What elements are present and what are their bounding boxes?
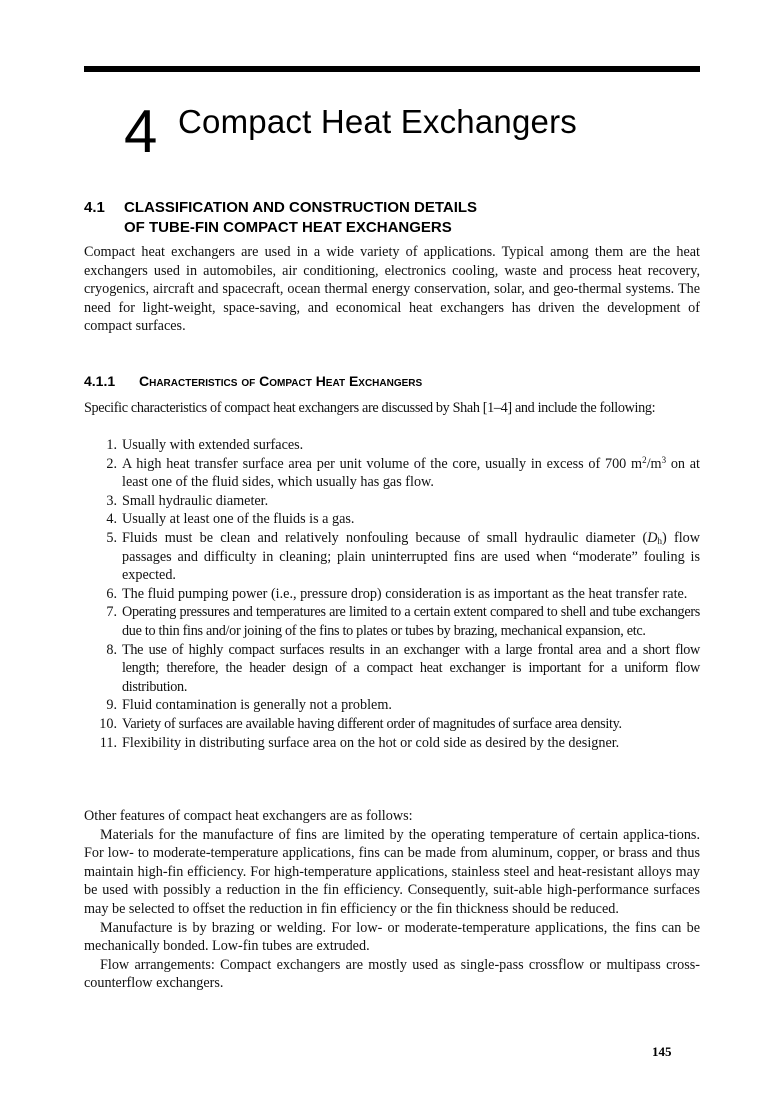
other-features [84,807,700,993]
section-title-line2: OF TUBE-FIN COMPACT HEAT EXCHANGERS [124,219,452,236]
characteristics-intro: Specific characteristics of compact heat exchangers are discussed by Shah [1–4] and include the following: [84,400,656,416]
characteristics-list [84,436,700,752]
page-number: 145 [652,1044,672,1059]
list-item: 4. Usually at least one of the fluids is a gas. [106,511,355,528]
paragraph-flow-arrangements: Flow arrangements: Compact exchangers are mostly used as single-pass crossflow or multipass cross-counterflow exchangers. [84,956,700,992]
list-item: 7. Operating pressures and temperatures are limited to a certain extent compared to shell and tube exchangers due to thin fins and/or joining of the fins to plates or tubes by brazing, mechanical expansion, etc. [106,604,700,639]
paragraph-manufacture: Manufacture is by brazing or welding. For low- or moderate-temperature applications, the fins can be mechanically bonded. Low-fin tubes are extruded. [84,919,700,955]
list-item: 9. Fluid contamination is generally not a problem. [106,697,392,714]
subsection-number: 4.1.1 [84,373,116,389]
list-item: 1. Usually with extended surfaces. [106,437,304,453]
chapter-top-rule [84,66,700,72]
section-title [124,198,604,238]
list-item: 8. The use of highly compact surfaces results in an exchanger with a large frontal area and a short flow length; therefore, the header design of a compact heat exchanger is important for a uniform flow distribution. [106,641,700,695]
paragraph-materials: Materials for the manufacture of fins are limited by the operating temperature of certain applica-tions. For low- to moderate-temperature applications, fins can be made from aluminum, copper, or brass and thus maintain high-fin efficiency. For high-temperature applications, stainless steel and heat-resistant alloys may be used with possibly a reduction in the fin efficiency. Consequently, suit-able high-performance surfaces may be selected to offset the reduction in fin efficiency or the fin thickness should be reduced. [84,826,700,917]
subsection-title: Characteristics of Compact Heat Exchangers [139,373,423,389]
list-item: 10. Variety of surfaces are available having different order of magnitudes of surface area density. [99,715,622,732]
intro-paragraph: Compact heat exchangers are used in a wide variety of applications. Typical among them are the heat exchangers used in automobiles, air conditioning, electronics cooling, waste and process heat recovery, cryogenics, aircraft and spacecraft, ocean thermal energy conservation, solar, and geo-thermal systems. The need for light-weight, space-saving, and economical heat exchangers has driven the development of compact surfaces. [84,244,700,335]
other-features-intro: Other features of compact heat exchangers are as follows: [84,808,413,824]
list-item: 6. The fluid pumping power (i.e., pressure drop) consideration is as important as the heat transfer rate. [106,585,688,602]
list-item: 11. Flexibility in distributing surface area on the hot or cold side as desired by the designer. [99,734,620,751]
list-item: 5. Fluids must be clean and relatively nonfouling because of small hydraulic diameter $(D_h)$ flow passages and difficulty in cleaning; plain uninterrupted fins are used when “moderate” fouling is expected. [106,529,700,584]
section-number: 4.1 [84,199,105,216]
list-item: 2. A high heat transfer surface area per unit volume of the core, usually in excess of 700 $m^2/m^3$ on at least one of the fluid sides, which usually has gas flow. [106,454,700,491]
chapter-number: 4 [124,98,158,165]
chapter-title: Compact Heat Exchangers [178,103,577,140]
list-item: 3. Small hydraulic diameter. [106,492,269,509]
section-title-line1: CLASSIFICATION AND CONSTRUCTION DETAILS [124,199,478,216]
